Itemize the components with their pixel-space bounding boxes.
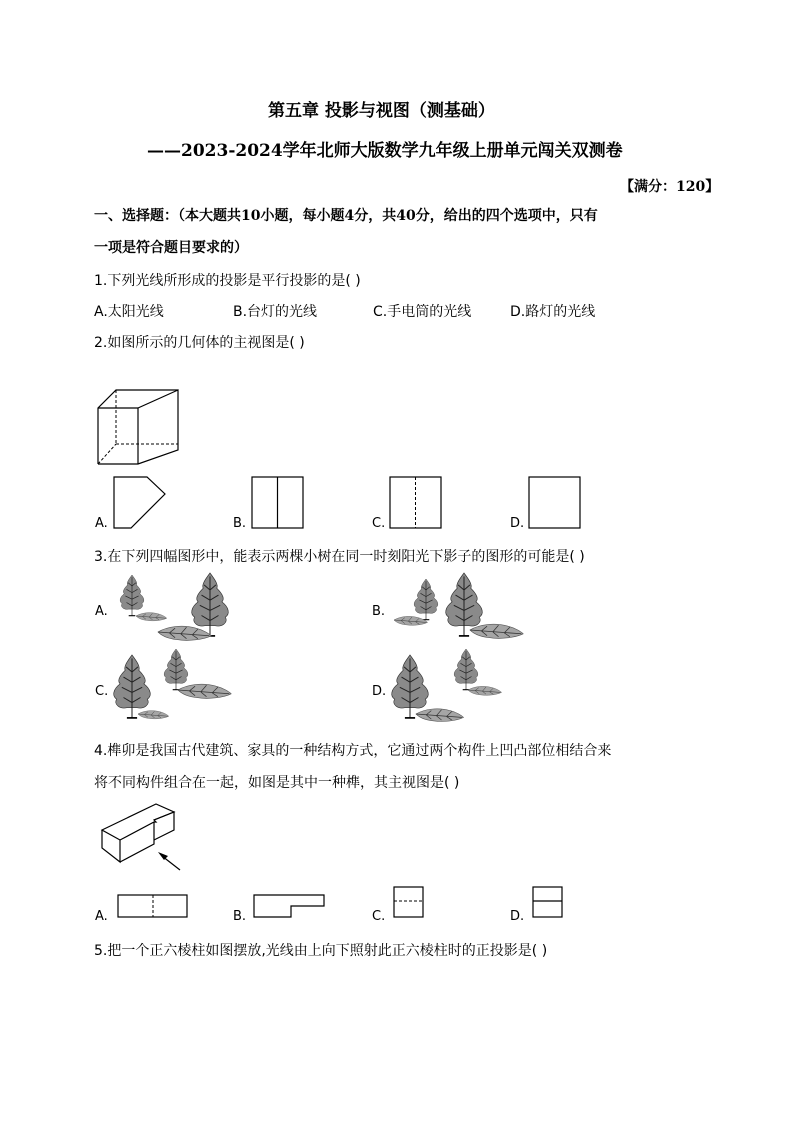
q2-label-b: B. <box>233 516 247 531</box>
q3-label-c: C. <box>95 684 109 699</box>
q4-label-a: A. <box>95 909 108 924</box>
q4-tenon-figure <box>98 800 190 876</box>
q3-option-a-trees <box>110 572 240 644</box>
q2-option-c-figure <box>389 476 443 529</box>
q2-label-c: C. <box>372 516 386 531</box>
q2-label-d: D. <box>510 516 525 531</box>
q4-option-d-figure <box>532 886 564 920</box>
q1-option-c: C.手电筒的光线 <box>373 304 472 320</box>
q2-option-a-figure <box>113 476 167 529</box>
page-title: 第五章 投影与视图（测基础） <box>268 101 495 121</box>
q4-label-b: B. <box>233 909 247 924</box>
q3-label-b: B. <box>372 604 386 619</box>
score-label: 【满分：120】 <box>620 179 720 195</box>
section-heading-line1: 一、选择题：（本大题共10小题，每小题4分，共40分，给出的四个选项中，只有 <box>94 208 598 224</box>
q4-label-d: D. <box>510 909 525 924</box>
q1-option-d: D.路灯的光线 <box>510 304 596 320</box>
q4-option-c-figure <box>393 886 425 920</box>
q2-solid-figure <box>96 386 184 468</box>
q4-option-a-figure <box>117 894 189 920</box>
q2-option-d-figure <box>528 476 582 529</box>
q4-label-c: C. <box>372 909 386 924</box>
q4-option-b-figure <box>253 894 327 920</box>
q4-line1: 4.榫卯是我国古代建筑、家具的一种结构方式，它通过两个构件上凹凸部位相结合来 <box>94 743 612 759</box>
q1-option-b: B.台灯的光线 <box>233 304 318 320</box>
q1-stem: 1.下列光线所形成的投影是平行投影的是( ) <box>94 273 361 289</box>
q3-stem: 3.在下列四幅图形中，能表示两棵小树在同一时刻阳光下影子的图形的可能是( ) <box>94 549 585 565</box>
q1-option-a: A.太阳光线 <box>94 304 164 320</box>
q3-label-a: A. <box>95 604 108 619</box>
q3-option-d-trees <box>386 652 526 724</box>
q3-label-d: D. <box>372 684 387 699</box>
page-subtitle: ——2023-2024学年北师大版数学九年级上册单元闯关双测卷 <box>147 141 623 161</box>
q2-stem: 2.如图所示的几何体的主视图是( ) <box>94 335 305 351</box>
q5-stem: 5.把一个正六棱柱如图摆放,光线由上向下照射此正六棱柱时的正投影是( ) <box>94 943 548 959</box>
q4-line2: 将不同构件组合在一起，如图是其中一种榫，其主视图是( ) <box>94 775 460 791</box>
q3-option-b-trees <box>386 572 526 644</box>
q2-option-b-figure <box>251 476 305 529</box>
q3-option-c-trees <box>110 652 240 724</box>
q2-label-a: A. <box>95 516 108 531</box>
section-heading-line2: 一项是符合题目要求的） <box>94 240 248 256</box>
